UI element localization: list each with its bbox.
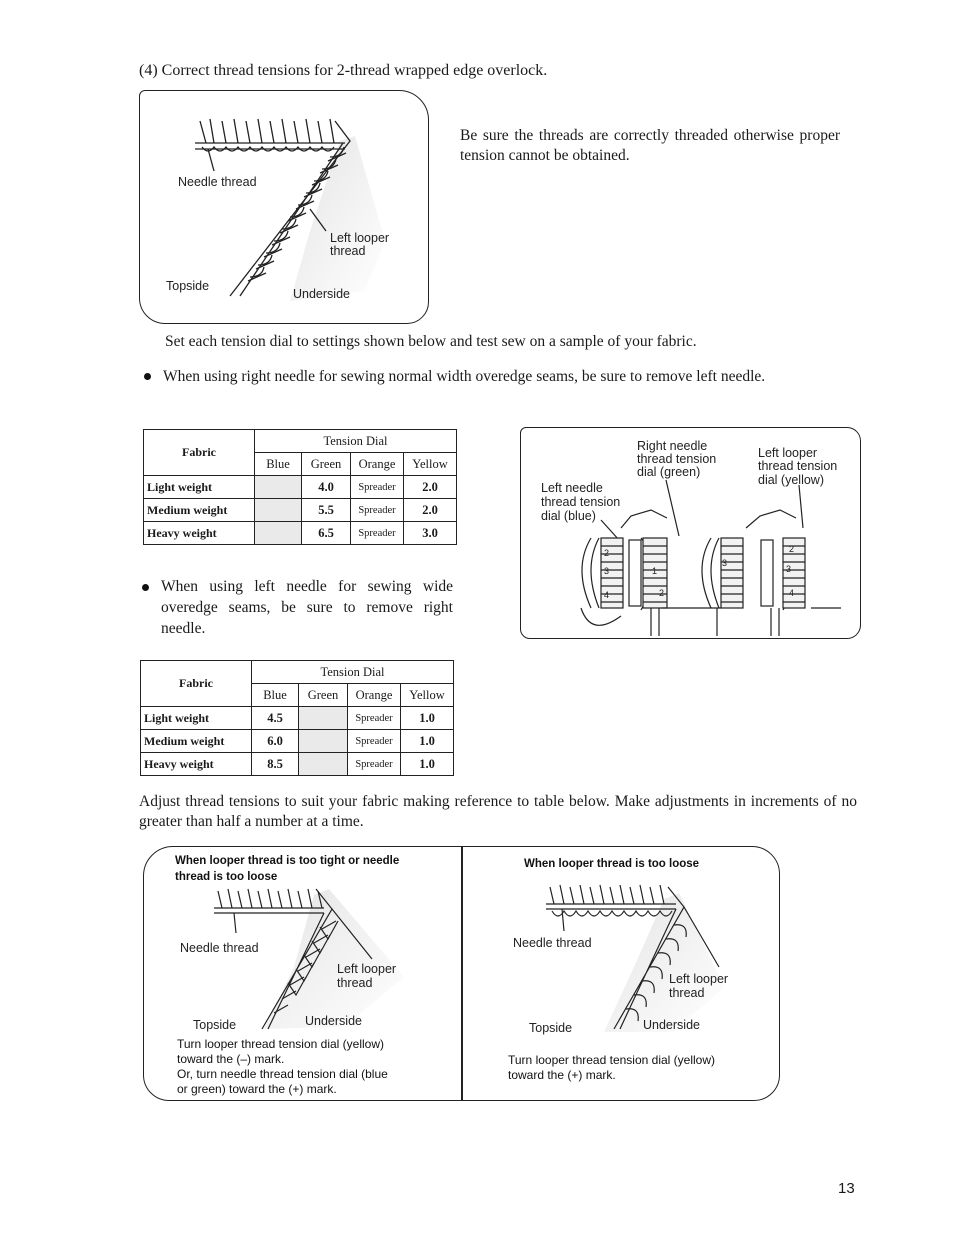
right-needle-dial-label: Right needle	[637, 439, 708, 453]
needle-thread-label: Needle thread	[180, 941, 259, 955]
table-row	[141, 730, 454, 753]
column-green: Green	[299, 684, 348, 707]
green-cell	[299, 707, 348, 730]
green-cell: 4.0	[302, 476, 351, 499]
needle-thread-label: Needle thread	[513, 936, 592, 950]
right-needle-dial-label: thread tension	[637, 452, 717, 466]
dial-number: 4	[604, 590, 610, 600]
orange-cell: Spreader	[348, 753, 401, 776]
tight-header: When looper thread is too tight or needle	[175, 855, 400, 867]
dial-number: 3	[722, 558, 728, 568]
tension-dial-header: Tension Dial	[255, 430, 457, 453]
blue-cell	[255, 476, 302, 499]
needle-thread-label: Needle thread	[178, 175, 257, 189]
right-needle-dial-label: dial (green)	[637, 465, 701, 479]
dial-number: 2	[604, 548, 610, 558]
underside-label: Underside	[305, 1014, 362, 1028]
column-yellow: Yellow	[404, 453, 457, 476]
dial-number: 2	[659, 588, 665, 598]
dial-number: 3	[604, 566, 610, 576]
column-blue: Blue	[252, 684, 299, 707]
tension-dials-figure	[520, 427, 861, 639]
blue-cell: 4.5	[252, 707, 299, 730]
column-orange: Orange	[348, 684, 401, 707]
tight-note-line: Turn looper thread tension dial (yellow)	[177, 1037, 384, 1051]
yellow-cell: 2.0	[404, 499, 457, 522]
loose-note-line: Turn looper thread tension dial (yellow)	[508, 1053, 715, 1067]
column-orange: Orange	[351, 453, 404, 476]
dial-number: 2	[789, 544, 795, 554]
left-looper-thread-label: thread	[337, 976, 373, 990]
adjust-paragraph: Adjust thread tensions to suit your fabric making reference to table below. Make adjustments in increments of no greater than half a number at a time.	[139, 793, 857, 830]
table-row	[144, 522, 457, 545]
tension-dial-header: Tension Dial	[252, 661, 454, 684]
blue-cell	[255, 522, 302, 545]
tight-header: thread is too loose	[175, 871, 278, 883]
bullet-marker	[142, 584, 149, 591]
yellow-cell: 2.0	[404, 476, 457, 499]
left-looper-dial-label: dial (yellow)	[758, 473, 824, 487]
fabric-cell: Medium weight	[144, 499, 255, 522]
tight-note-line: Or, turn needle thread tension dial (blue	[177, 1067, 388, 1081]
bullet-marker	[144, 373, 151, 380]
right-needle-note: When using right needle for sewing normal width overedge seams, be sure to remove left needle.	[163, 368, 766, 385]
fabric-cell: Light weight	[144, 476, 255, 499]
left-needle-dial-label: thread tension	[541, 495, 621, 509]
table-row	[144, 499, 457, 522]
column-green: Green	[302, 453, 351, 476]
tight-note-line: toward the (–) mark.	[177, 1052, 285, 1066]
topside-label: Topside	[193, 1018, 237, 1032]
table-row	[141, 707, 454, 730]
blue-cell	[255, 499, 302, 522]
green-cell	[299, 753, 348, 776]
orange-cell: Spreader	[351, 499, 404, 522]
blue-cell: 6.0	[252, 730, 299, 753]
orange-cell: Spreader	[348, 707, 401, 730]
column-blue: Blue	[255, 453, 302, 476]
left-looper-label: Left looper	[669, 972, 729, 986]
intro-paragraph: Be sure the threads are correctly threaded otherwise proper tension cannot be obtained.	[460, 127, 840, 164]
dial-number: 1	[652, 566, 658, 576]
table-row	[141, 753, 454, 776]
loose-note-line: toward the (+) mark.	[508, 1068, 616, 1082]
dial-number: 4	[789, 588, 795, 598]
yellow-cell: 1.0	[401, 753, 454, 776]
topside-label: Topside	[529, 1021, 573, 1035]
yellow-cell: 3.0	[404, 522, 457, 545]
left-looper-thread-label: thread	[669, 986, 705, 1000]
underside-label: Underside	[643, 1018, 700, 1032]
page-number: 13	[838, 1180, 855, 1197]
fabric-cell: Light weight	[141, 707, 252, 730]
fabric-header: Fabric	[141, 661, 252, 707]
left-needle-dial-label: Left needle	[541, 481, 603, 495]
fabric-cell: Heavy weight	[141, 753, 252, 776]
fabric-header: Fabric	[144, 430, 255, 476]
orange-cell: Spreader	[351, 476, 404, 499]
left-looper-label: Left looper	[337, 962, 397, 976]
green-cell	[299, 730, 348, 753]
left-needle-dial-label: dial (blue)	[541, 509, 596, 523]
fabric-cell: Medium weight	[141, 730, 252, 753]
troubleshooting-box	[143, 846, 780, 1101]
left-looper-label: Left looper	[330, 231, 390, 245]
left-needle-note: When using left needle for sewing wide overedge seams, be sure to remove right needle.	[161, 578, 453, 637]
column-yellow: Yellow	[401, 684, 454, 707]
section-heading: (4) Correct thread tensions for 2-thread wrapped edge overlock.	[139, 62, 548, 79]
dial-number: 3	[786, 564, 792, 574]
orange-cell: Spreader	[348, 730, 401, 753]
tension-table-right-needle	[143, 429, 457, 545]
instruction-paragraph: Set each tension dial to settings shown below and test sew on a sample of your fabric.	[165, 333, 697, 350]
left-looper-dial-label: thread tension	[758, 459, 838, 473]
tight-note-line: or green) toward the (+) mark.	[177, 1082, 337, 1096]
yellow-cell: 1.0	[401, 707, 454, 730]
stitch-diagram-correct	[139, 90, 429, 324]
yellow-cell: 1.0	[401, 730, 454, 753]
orange-cell: Spreader	[351, 522, 404, 545]
left-looper-thread-label: thread	[330, 244, 366, 258]
blue-cell: 8.5	[252, 753, 299, 776]
topside-label: Topside	[166, 279, 210, 293]
loose-header: When looper thread is too loose	[524, 858, 700, 870]
tension-table-left-needle	[140, 660, 454, 776]
table-row	[144, 476, 457, 499]
green-cell: 5.5	[302, 499, 351, 522]
fabric-cell: Heavy weight	[144, 522, 255, 545]
left-looper-dial-label: Left looper	[758, 446, 818, 460]
underside-label: Underside	[293, 287, 350, 301]
green-cell: 6.5	[302, 522, 351, 545]
